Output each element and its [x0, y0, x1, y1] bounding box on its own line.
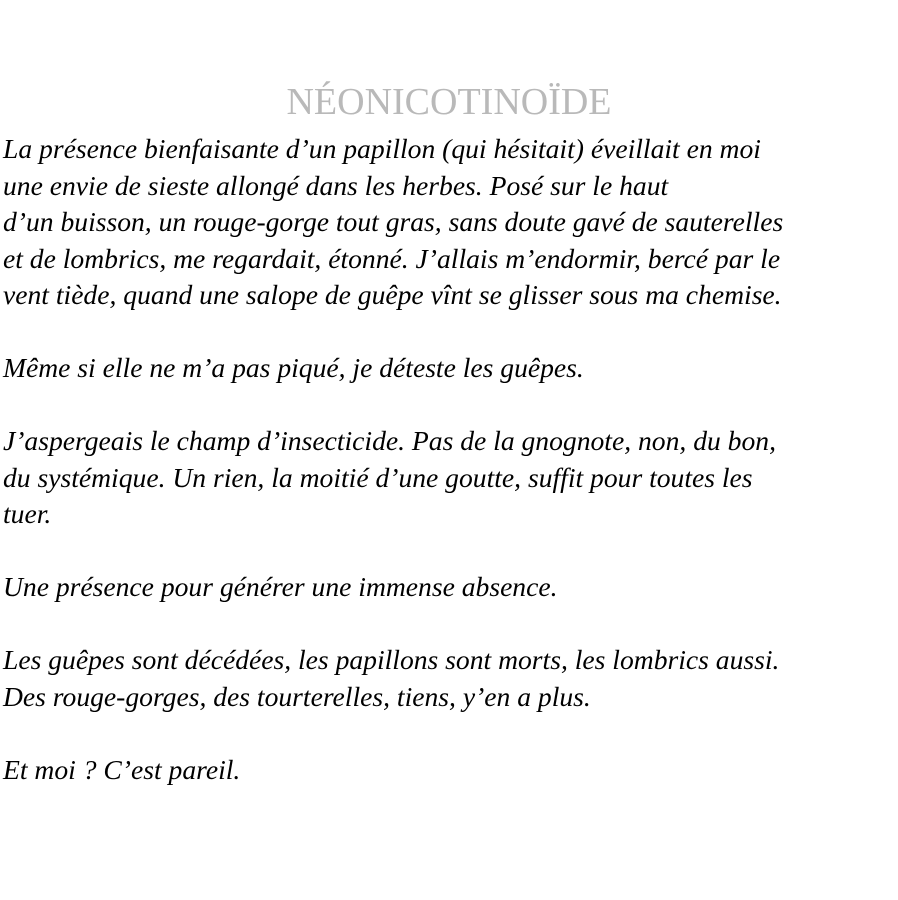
paragraph-4 — [3, 569, 898, 606]
paragraph-6 — [3, 752, 898, 789]
text-line: Et moi ? C’est pareil. — [3, 753, 241, 785]
text-line: une envie de sieste allongé dans les herbes. Posé sur le haut — [3, 169, 669, 201]
text-line: J’aspergeais le champ d’insecticide. Pas de la gnognote, non, du bon, — [3, 425, 776, 456]
paragraph-1 — [3, 131, 898, 314]
paragraph-spacer — [3, 387, 898, 424]
text-line: et de lombrics, me regardait, étonné. J’allais m’endormir, bercé par le — [3, 242, 781, 274]
text-line: tuer. — [3, 498, 52, 529]
text-line: La présence bienfaisante d’un papillon (qui hésitait) éveillait en moi — [3, 133, 761, 164]
text-line: vent tiède, quand une salope de guêpe vînt se glisser sous ma chemise. — [3, 279, 782, 310]
paragraph-spacer — [3, 715, 898, 752]
text-line: Les guêpes sont décédées, les papillons sont morts, les lombrics aussi. — [3, 644, 780, 675]
paragraph-spacer — [3, 533, 898, 570]
text-line: Une présence pour générer une immense absence. — [3, 571, 558, 602]
paragraph-3 — [3, 423, 898, 533]
paragraph-5 — [3, 642, 898, 715]
paragraph-2 — [3, 350, 898, 387]
paragraph-spacer — [3, 606, 898, 643]
page-title: NÉONICOTINOÏDE — [286, 81, 612, 123]
text-line: Même si elle ne m’a pas piqué, je déteste les guêpes. — [3, 352, 584, 383]
text-line: d’un buisson, un rouge-gorge tout gras, sans doute gavé de sauterelles — [3, 206, 784, 237]
text-line: du systémique. Un rien, la moitié d’une goutte, suffit pour toutes les — [3, 461, 753, 493]
paragraph-spacer — [3, 314, 898, 351]
text-line: Des rouge-gorges, des tourterelles, tiens, y’en a plus. — [3, 680, 591, 712]
poem-body — [3, 131, 898, 788]
